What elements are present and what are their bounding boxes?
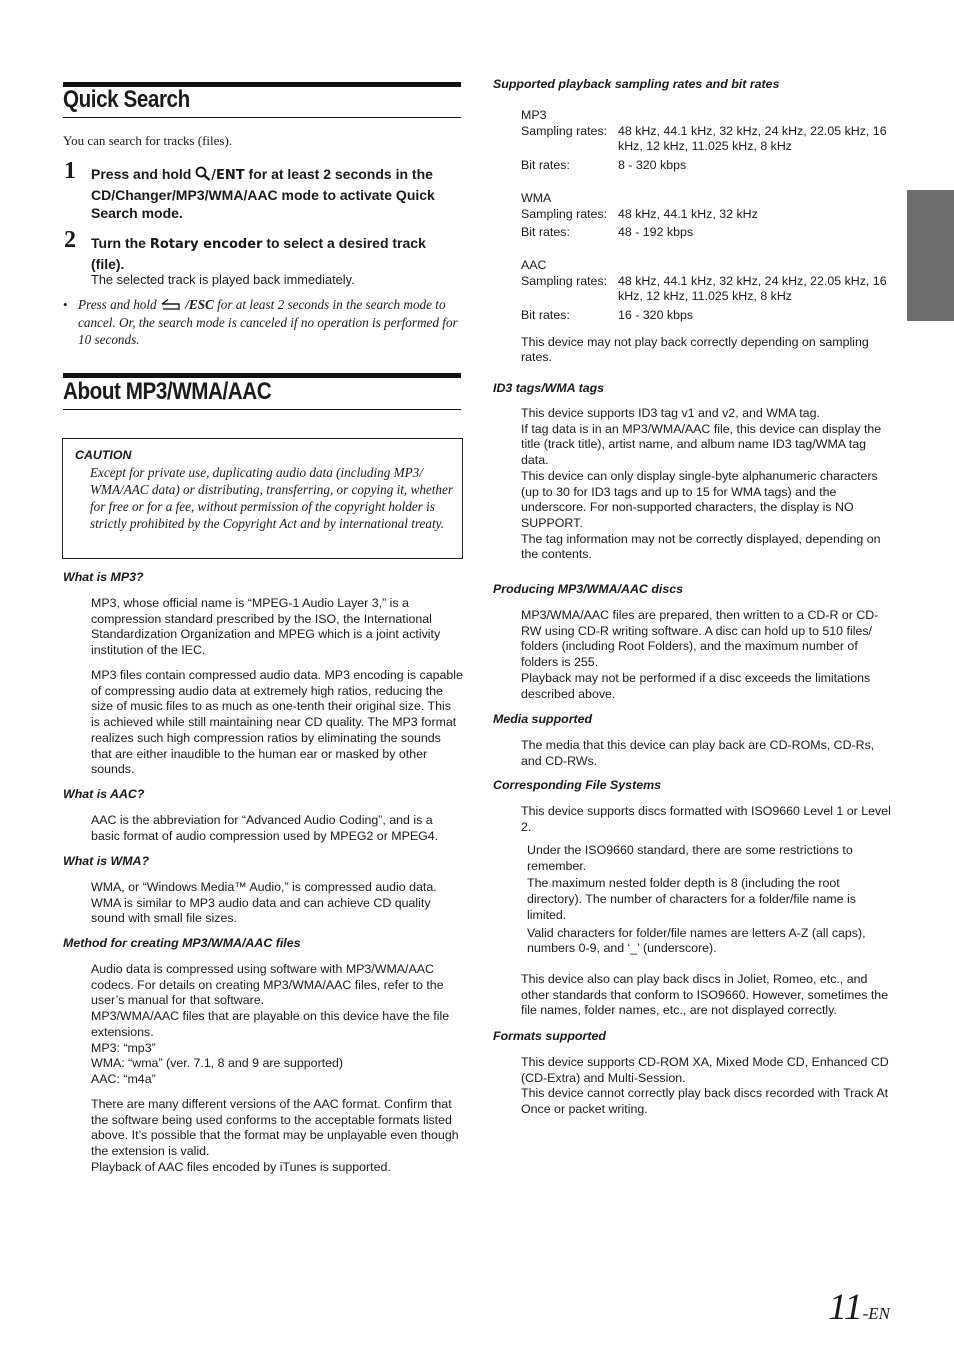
about-title: About MP3/WMA/AAC xyxy=(63,378,272,405)
quick-search-bottom-rule xyxy=(63,117,461,118)
what-is-mp3-p1: MP3, whose official name is “MPEG-1 Audio Layer 3,” is a compression standard prescribed by the ISO, the International Standardization Organization and MPEG which is a joint activity institution of the IEC. xyxy=(91,596,441,658)
filesys-restrictions xyxy=(527,843,893,957)
caution-heading: CAUTION xyxy=(75,448,132,462)
producing-line-1: MP3/WMA/AAC files are prepared, then written to a CD-R or CD-RW using CD-R writing software. A disc can hold up to 510 files/ folders (including Root Folders), and the maximum number of folders is 255. xyxy=(521,608,879,670)
method-p3: Playback of AAC files encoded by iTunes is supported. xyxy=(91,1159,391,1174)
mp3-sampling-value: 48 kHz, 44.1 kHz, 32 kHz, 24 kHz, 22.05 kHz, 16 kHz, 12 kHz, 11.025 kHz, 8 kHz xyxy=(618,123,887,154)
formats-body xyxy=(521,1055,894,1118)
aac-sampling-label: Sampling rates: xyxy=(521,273,608,288)
mp3-sampling-label: Sampling rates: xyxy=(521,123,608,138)
rotary-encoder-label: Rotary encoder xyxy=(149,237,263,252)
what-is-aac-heading: What is AAC? xyxy=(63,787,145,801)
filesys-line-2: This device also can play back discs in Joliet, Romeo, etc., and other standards that conform to ISO9660. However, sometimes the file names, folder names, etc., are not displayed correctly. xyxy=(521,972,889,1018)
page-number xyxy=(828,1286,890,1329)
wma-sampling-value: 48 kHz, 44.1 kHz, 32 kHz xyxy=(618,206,758,221)
mp3-rates-table xyxy=(521,124,896,176)
step-2-number: 2 xyxy=(64,227,76,253)
aac-format-name: AAC xyxy=(521,257,547,272)
quick-search-intro: You can search for tracks (files). xyxy=(63,133,233,148)
rates-block xyxy=(521,108,896,366)
caution-box xyxy=(62,438,463,559)
id3-body xyxy=(521,406,894,563)
id3-line-4: The tag information may not be correctly displayed, depending on the contents. xyxy=(521,531,881,562)
wma-bit-value: 48 - 192 kbps xyxy=(618,224,694,239)
rates-heading: Supported playback sampling rates and bit rates xyxy=(493,77,780,91)
method-notes xyxy=(91,1097,463,1176)
formats-line-2: This device cannot correctly play back discs recorded with Track At Once or packet writing. xyxy=(521,1086,889,1117)
formats-line-1: This device supports CD-ROM XA, Mixed Mode CD, Enhanced CD (CD-Extra) and Multi-Session. xyxy=(521,1055,889,1085)
step-1-number: 1 xyxy=(64,158,76,184)
filesys-restriction-2: The maximum nested folder depth is 8 (including the root directory). The number of characters for a folder/file name is limited. xyxy=(527,876,856,922)
id3-heading: ID3 tags/WMA tags xyxy=(493,381,605,395)
note-text: Press and hold /ESC for at least 2 seconds in the search mode to cancel. Or, the search mode is canceled if no operation is performed for 10 seconds. xyxy=(78,297,458,347)
method-line-3: MP3: “mp3” xyxy=(91,1040,156,1055)
aac-bit-label: Bit rates: xyxy=(521,307,570,322)
page-number-suffix: -EN xyxy=(862,1304,890,1323)
filesys-line-1: This device supports discs formatted with ISO9660 Level 1 or Level 2. xyxy=(521,804,891,834)
wma-sampling-label: Sampling rates: xyxy=(521,206,608,221)
method-line-2: MP3/WMA/AAC files that are playable on this device have the file extensions. xyxy=(91,1009,450,1039)
method-line-5: AAC: “m4a” xyxy=(91,1071,156,1086)
step-1-text: Press and hold /ENT for at least 2 seconds in the CD/Changer/MP3/WMA/AAC mode to activate Quick Search mode. xyxy=(91,166,435,221)
what-is-mp3-p2: MP3 files contain compressed audio data. MP3 encoding is capable of compressing audio data at extremely high ratios, reducing the size of music files to as much as one-tenth their original size. This is achieved while still maintaining near CD quality. The MP3 format realizes such high compression ratios by eliminating the sounds that are either inaudible to the human ear or masked by other sounds. xyxy=(91,668,463,777)
id3-line-1: This device supports ID3 tag v1 and v2, and WMA tag. xyxy=(521,406,820,420)
what-is-wma-heading: What is WMA? xyxy=(63,854,150,868)
section-side-tab xyxy=(907,190,954,321)
aac-rates-table xyxy=(521,274,896,326)
method-body xyxy=(91,962,463,1088)
esc-key-label: /ESC xyxy=(185,297,214,312)
wma-rates-table xyxy=(521,207,758,243)
what-is-wma-p1: WMA, or “Windows Media™ Audio,” is compressed audio data. WMA is similar to MP3 audio data and can achieve CD quality sound with small file sizes. xyxy=(91,880,437,926)
aac-bit-value: 16 - 320 kbps xyxy=(618,307,694,322)
search-icon xyxy=(195,166,211,186)
method-line-1: Audio data is compressed using software with MP3/WMA/AAC codecs. For details on creating MP3/WMA/AAC files, refer to the user’s manual for that software. xyxy=(91,962,444,1008)
what-is-aac-p1: AAC is the abbreviation for “Advanced Audio Coding”, and is a basic format of audio compression used by MPEG2 or MPEG4. xyxy=(91,813,439,843)
formats-heading: Formats supported xyxy=(493,1029,606,1043)
quick-search-title: Quick Search xyxy=(63,86,190,113)
rates-note: This device may not play back correctly depending on sampling rates. xyxy=(521,334,869,365)
producing-line-2: Playback may not be performed if a disc exceeds the limitations described above. xyxy=(521,670,871,701)
ent-key-label: /ENT xyxy=(211,168,245,183)
aac-sampling-value: 48 kHz, 44.1 kHz, 32 kHz, 24 kHz, 22.05 kHz, 16 kHz, 12 kHz, 11.025 kHz, 8 kHz xyxy=(618,273,887,304)
back-icon xyxy=(160,297,182,314)
producing-body xyxy=(521,608,894,702)
wma-bit-label: Bit rates: xyxy=(521,224,570,239)
mp3-bit-value: 8 - 320 kbps xyxy=(618,157,687,172)
caution-text: Except for private use, duplicating audio data (including MP3/ WMA/AAC data) or distributing, transferring, or copying it, whether for free or for a fee, without permission of the copyright holder is strictly prohibited by the Copyright Act and by international treaty. xyxy=(90,465,454,531)
step-2-text: Turn the Rotary encoder to select a desired track (file). xyxy=(91,235,426,272)
filesys-restriction-1: Under the ISO9660 standard, there are some restrictions to remember. xyxy=(527,843,853,873)
media-heading: Media supported xyxy=(493,712,593,726)
about-bottom-rule xyxy=(63,409,461,410)
method-p2: There are many different versions of the AAC format. Confirm that the software being used conforms to the acceptable formats listed above. It’s possible that the format may be unplayable even though the extension is valid. xyxy=(91,1097,459,1159)
note-bullet: • xyxy=(63,297,68,312)
method-heading: Method for creating MP3/WMA/AAC files xyxy=(63,936,301,950)
method-line-4: WMA: “wma” (ver. 7.1, 8 and 9 are supported) xyxy=(91,1056,344,1071)
step-2-detail: The selected track is played back immediately. xyxy=(91,272,355,287)
wma-format-name: WMA xyxy=(521,190,552,205)
page-number-digits: 11 xyxy=(828,1287,863,1328)
filesys-restriction-3: Valid characters for folder/file names are letters A-Z (all caps), numbers 0-9, and ‘_’ (underscore). xyxy=(527,925,866,956)
media-line-1: The media that this device can play back are CD-ROMs, CD-Rs, and CD-RWs. xyxy=(521,738,875,768)
filesys-heading: Corresponding File Systems xyxy=(493,778,661,792)
id3-line-2: If tag data is in an MP3/WMA/AAC file, this device can display the title (track title), artist name, and album name ID3 tag/WMA tag data. xyxy=(521,421,882,468)
producing-heading: Producing MP3/WMA/AAC discs xyxy=(493,582,684,596)
mp3-bit-label: Bit rates: xyxy=(521,157,570,172)
id3-line-3: This device can only display single-byte alphanumeric characters (up to 30 for ID3 tags and up to 15 for WMA tags) and the underscore. For non-supported characters, the display is NO SUPPORT. xyxy=(521,468,878,530)
mp3-format-name: MP3 xyxy=(521,108,547,122)
what-is-mp3-heading: What is MP3? xyxy=(63,570,144,584)
